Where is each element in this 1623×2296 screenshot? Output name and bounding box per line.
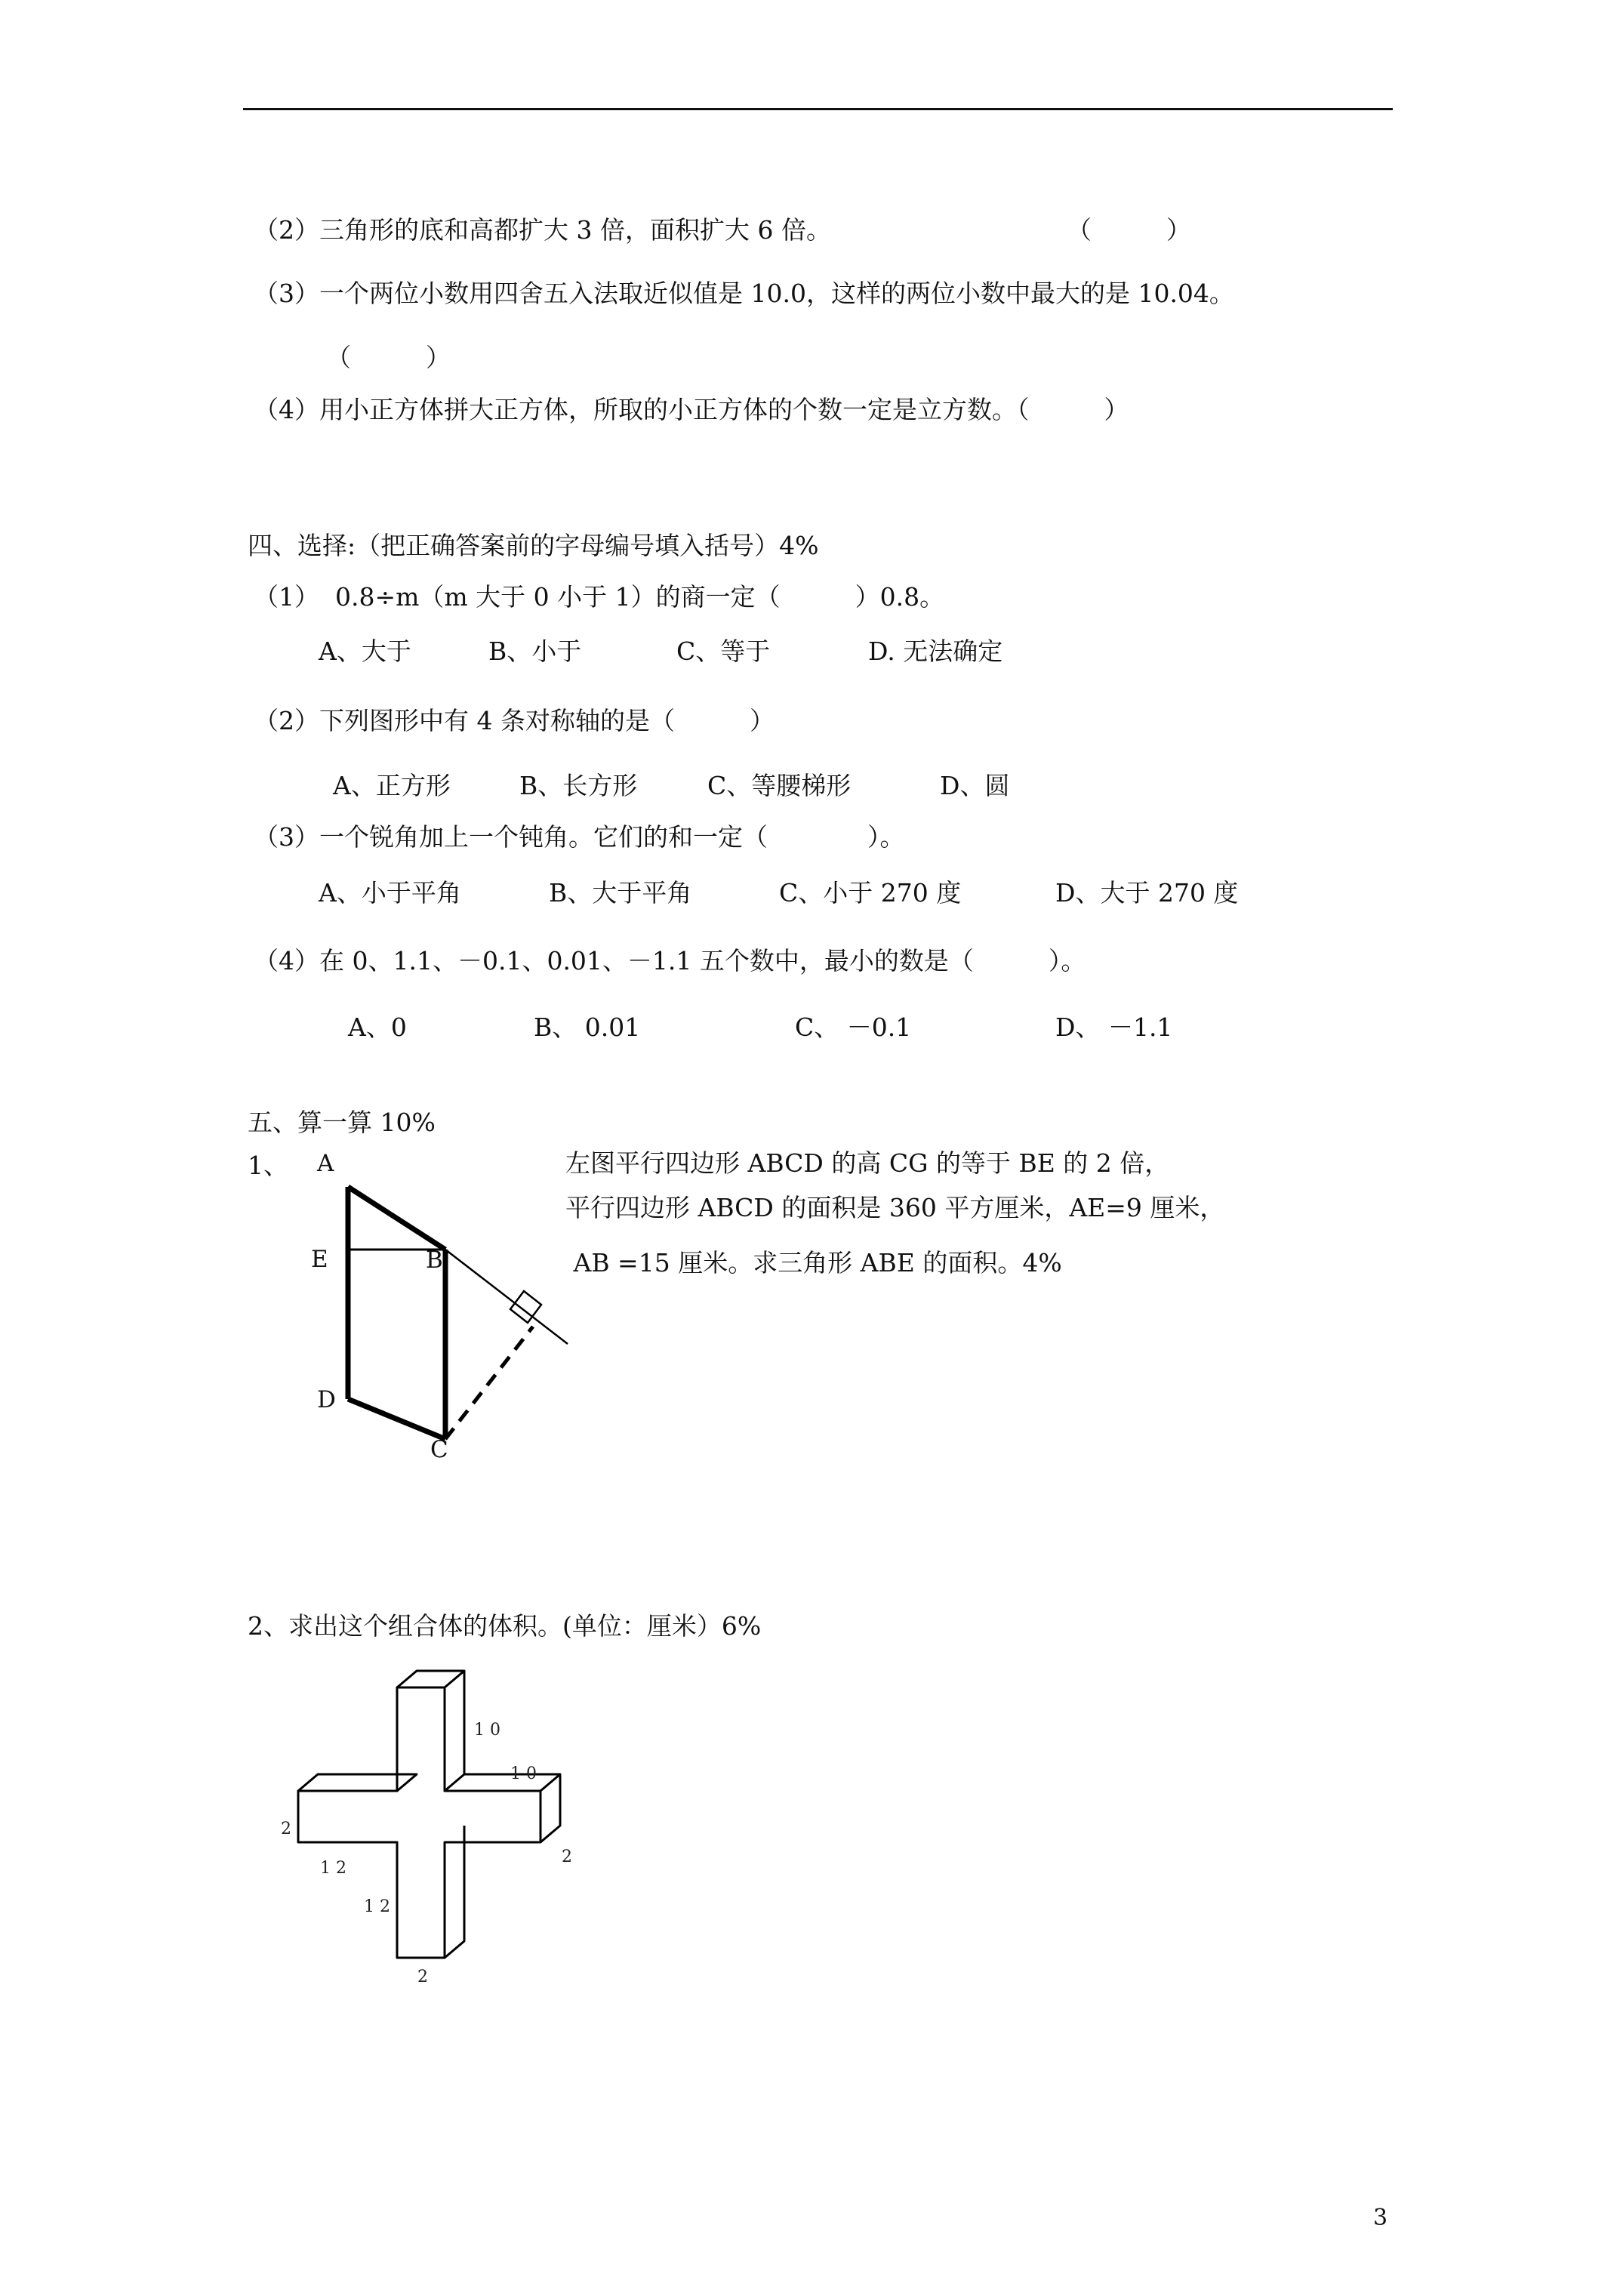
cross-front-face bbox=[298, 1687, 540, 1958]
s4-q1-option-c: C、等于 bbox=[676, 636, 771, 666]
header-rule bbox=[243, 108, 1393, 110]
s5-p1-line-2: 平行四边形 ABCD 的面积是 360 平方厘米，AE=9 厘米， bbox=[565, 1193, 1225, 1222]
section5-title: 五、算一算 10% bbox=[248, 1108, 436, 1137]
right-angle-mark bbox=[510, 1291, 541, 1323]
s5-p2: 2、求出这个组合体的体积。(单位：厘米）6% bbox=[248, 1611, 762, 1641]
s4-q2-option-b: B、长方形 bbox=[519, 771, 638, 800]
s5-p1-line-1: 左图平行四边形 ABCD 的高 CG 的等于 BE 的 2 倍， bbox=[565, 1148, 1170, 1178]
dimension-label-fragment: 2 bbox=[281, 1820, 291, 1838]
tf-q4-text: （4）用小正方体拼大正方体，所取的小正方体的个数一定是立方数。（ ） bbox=[254, 395, 1129, 424]
tf-q3-text: （3）一个两位小数用四舍五入法取近似值是 10.0，这样的两位小数中最大的是 10.04。 bbox=[254, 279, 1234, 308]
dimension-label-fragment: 1 0 bbox=[474, 1721, 500, 1740]
s4-q2: （2）下列图形中有 4 条对称轴的是（ ） bbox=[254, 706, 775, 735]
s4-q4: （4）在 0、1.1、－0.1、0.01、－1.1 五个数中，最小的数是（ ）。 bbox=[254, 946, 1086, 975]
s4-q2-option-a: A、正方形 bbox=[333, 771, 451, 800]
page-number: 3 bbox=[1373, 2205, 1388, 2231]
s4-q4-option-c: C、 －0.1 bbox=[795, 1012, 912, 1042]
s4-q4-option-d: D、 －1.1 bbox=[1055, 1012, 1173, 1042]
s5-p1-line-3: AB =15 厘米。求三角形 ABE 的面积。4% bbox=[565, 1248, 1062, 1277]
cross-side-face-lower bbox=[445, 1826, 464, 1958]
dimension-label-fragment: 2 bbox=[562, 1848, 572, 1866]
tf-q2-text: （2）三角形的底和高都扩大 3 倍，面积扩大 6 倍。 bbox=[254, 215, 831, 245]
cross-side-face-right bbox=[540, 1774, 560, 1842]
s4-q3-option-c: C、小于 270 度 bbox=[779, 878, 962, 908]
s4-q1-option-a: A、大于 bbox=[319, 636, 411, 666]
s4-q3-option-a: A、小于平角 bbox=[319, 878, 461, 908]
s4-q2-option-d: D、圆 bbox=[940, 771, 1010, 800]
extension-line-ab bbox=[445, 1250, 568, 1344]
vertex-label-a: A bbox=[317, 1150, 334, 1177]
dimension-label-fragment: 1 2 bbox=[364, 1897, 390, 1916]
s4-q1-option-b: B、小于 bbox=[488, 636, 582, 666]
s4-q3-option-b: B、大于平角 bbox=[549, 878, 692, 908]
cross-top-face-upper bbox=[397, 1671, 464, 1687]
s4-q4-option-b: B、 0.01 bbox=[534, 1012, 641, 1042]
section4-title: 四、选择:（把正确答案前的字母编号填入括号）4% bbox=[248, 531, 819, 560]
vertex-label-c: C bbox=[430, 1436, 448, 1463]
tf-q2-answer-bracket[interactable]: （ ） bbox=[1067, 215, 1191, 245]
tf-q3-answer-bracket[interactable]: （ ） bbox=[326, 343, 451, 372]
dimension-label-fragment: 1 0 bbox=[510, 1764, 537, 1783]
s5-p1-number: 1、 bbox=[248, 1151, 288, 1180]
parallelogram-figure bbox=[302, 1178, 589, 1465]
cross-top-face-left bbox=[298, 1774, 417, 1791]
side-dc bbox=[348, 1399, 445, 1439]
height-cg-dashed bbox=[445, 1327, 533, 1439]
s4-q3-option-d: D、大于 270 度 bbox=[1055, 878, 1239, 908]
side-ab bbox=[348, 1187, 445, 1250]
cross-top-face-right bbox=[445, 1774, 560, 1791]
vertex-label-d: D bbox=[317, 1386, 336, 1413]
vertex-label-e: E bbox=[311, 1246, 328, 1273]
vertex-label-b: B bbox=[426, 1247, 443, 1274]
s4-q1-option-d: D. 无法确定 bbox=[868, 636, 1003, 666]
s4-q3: （3）一个锐角加上一个钝角。它们的和一定（ ）。 bbox=[254, 822, 905, 852]
s4-q1: （1） 0.8÷m（m 大于 0 小于 1）的商一定（ ）0.8。 bbox=[254, 582, 945, 612]
s4-q2-option-c: C、等腰梯形 bbox=[707, 771, 852, 800]
s4-q4-option-a: A、0 bbox=[348, 1012, 407, 1042]
cross-solid-figure bbox=[287, 1661, 589, 1993]
dimension-label-fragment: 1 2 bbox=[320, 1859, 346, 1878]
dimension-label-fragment: 2 bbox=[417, 1968, 428, 1986]
